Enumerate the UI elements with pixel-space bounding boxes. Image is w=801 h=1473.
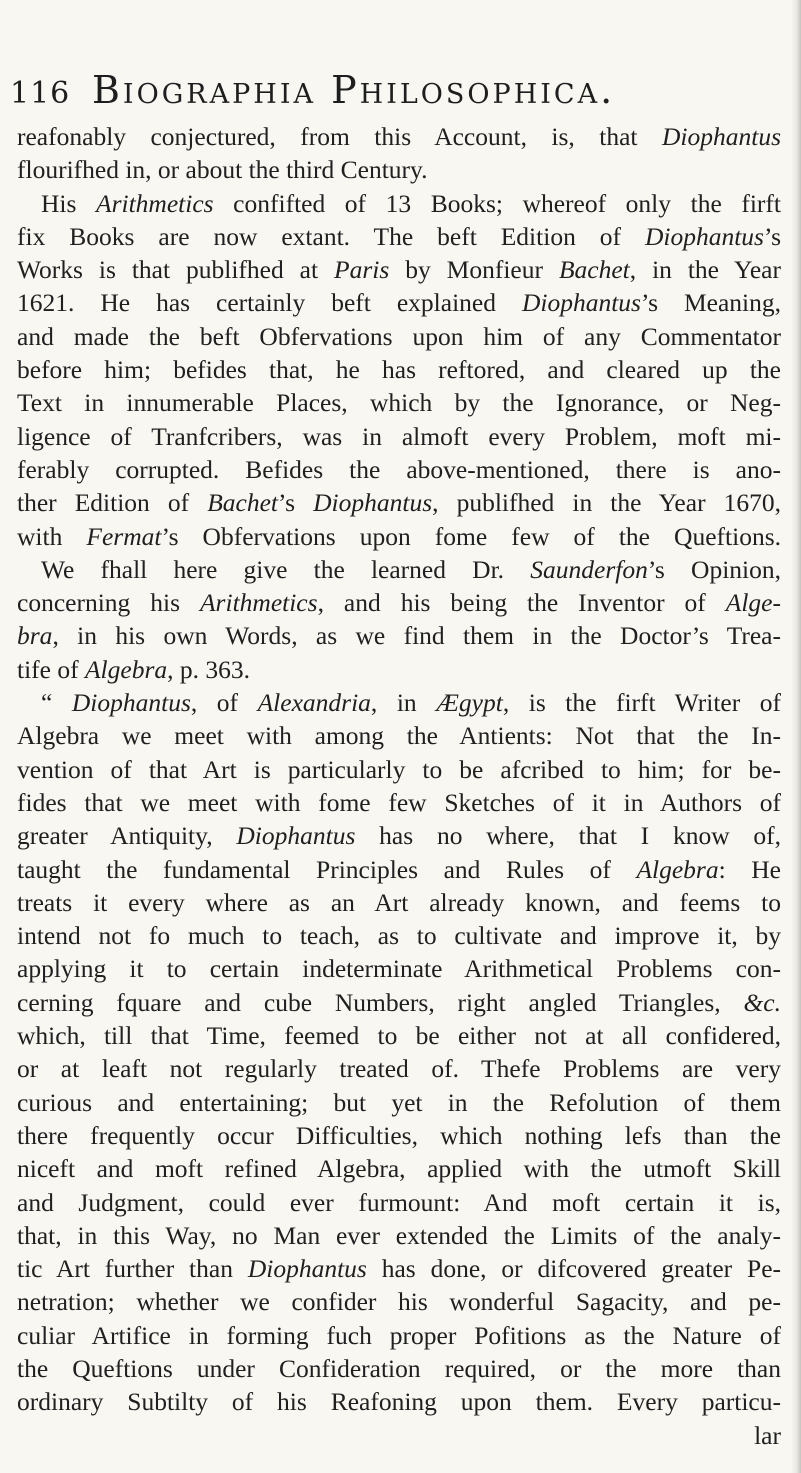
- text-run: , in the Year: [629, 255, 781, 285]
- text-run: the Queftions under Confideration required, or the more than: [17, 1353, 781, 1383]
- text-line: [17, 753, 781, 786]
- text-line: [17, 1152, 781, 1185]
- text-run: has no where, that I know of,: [355, 821, 781, 851]
- text-run: ligence of Tranfcribers, was in almoft every Problem, moft mi-: [17, 421, 781, 451]
- text-line: [17, 619, 781, 652]
- text-line: [17, 719, 781, 752]
- text-line: [17, 386, 781, 419]
- italic-run: Diophantus: [71, 688, 191, 718]
- text-line: [17, 1052, 781, 1085]
- text-run: Algebra we meet with among the Antients: Not that the In-: [17, 721, 781, 751]
- text-run: by Monfieur: [389, 255, 559, 285]
- text-run: reafonably conjectured, from this Account, is, that: [17, 122, 662, 151]
- italic-run: Diophantus: [521, 288, 641, 318]
- text-run: that, in this Way, no Man ever extended the Limits of the analy-: [17, 1220, 781, 1250]
- text-run: , in his own Words, as we find them in the Doctor’s Trea-: [52, 621, 781, 651]
- italic-run: Algebra: [84, 654, 168, 684]
- text-run: ordinary Subtilty of his Reafoning upon them. Every particu-: [17, 1387, 781, 1417]
- italic-run: Arithmetics: [199, 588, 318, 618]
- italic-run: Diophantus: [247, 1254, 367, 1284]
- text-line: [17, 686, 781, 719]
- text-run: ’s Opinion,: [647, 554, 782, 584]
- text-run: 1621. He has certainly beft explained: [17, 288, 522, 318]
- text-line: [17, 886, 781, 919]
- text-line: [17, 520, 781, 553]
- text-run: , in: [370, 688, 437, 718]
- italic-run: Bachet: [207, 488, 279, 518]
- text-run: , p. 363.: [167, 654, 251, 684]
- text-run: before him; befides that, he has reftored, and cleared up the: [17, 355, 781, 385]
- text-line: [17, 919, 781, 952]
- text-run: niceft and moft refined Algebra, applied with the utmoft Skill: [17, 1154, 781, 1184]
- italic-run: Alge-: [725, 588, 781, 618]
- text-run: ’s Meaning,: [640, 288, 781, 318]
- text-line: [17, 952, 781, 985]
- text-line: [17, 853, 781, 886]
- text-line: [17, 1385, 781, 1418]
- text-line: [17, 586, 781, 619]
- text-run: which, till that Time, feemed to be either not at all confidered,: [17, 1021, 781, 1051]
- text-line: [17, 1352, 781, 1385]
- text-line: [17, 986, 781, 1019]
- text-line: [17, 320, 781, 353]
- text-line: [17, 220, 781, 253]
- text-run: tife of: [17, 654, 85, 684]
- text-line: [17, 1086, 781, 1119]
- text-run: treats it every where as an Art already known, and feems to: [17, 887, 781, 917]
- text-line: [17, 353, 781, 386]
- text-line: [17, 1319, 781, 1352]
- italic-run: Ægypt: [436, 688, 503, 718]
- text-run: culiar Artifice in forming fuch proper Pofitions as the Nature of: [17, 1320, 781, 1350]
- text-run: , and his being the Inventor of: [317, 588, 726, 618]
- text-run: has done, or difcovered greater Pe-: [366, 1254, 782, 1284]
- text-line: [17, 187, 781, 220]
- text-line: [17, 1285, 781, 1318]
- text-run: there frequently occur Difficulties, which nothing lefs than the: [17, 1120, 781, 1150]
- text-run: fides that we meet with fome few Sketches of it in Authors of: [17, 787, 781, 817]
- text-run: ther Edition of: [17, 488, 208, 518]
- text-run: vention of that Art is particularly to be afcribed to him; for be-: [17, 754, 781, 784]
- text-run: or at leaft not regularly treated of. Thefe Problems are very: [17, 1054, 781, 1084]
- text-run: and made the beft Obfervations upon him of any Commentator: [17, 321, 781, 351]
- text-line: [17, 786, 781, 819]
- text-line: [17, 1186, 781, 1219]
- text-line: [17, 153, 781, 186]
- text-line: [17, 1219, 781, 1252]
- text-run: We fhall here give the learned Dr.: [41, 554, 531, 584]
- italic-run: &c.: [743, 987, 781, 1017]
- italic-run: Diophantus: [236, 821, 356, 851]
- page-title: Biographia Philosophica.: [92, 68, 616, 112]
- text-run: , of: [190, 688, 258, 718]
- text-run: “: [41, 688, 72, 718]
- italic-run: Diophantus: [313, 488, 433, 518]
- text-run: greater Antiquity,: [17, 821, 237, 851]
- text-run: ’s: [278, 488, 314, 518]
- italic-run: Algebra: [636, 854, 719, 884]
- text-run: : He: [718, 854, 781, 884]
- text-line: [17, 120, 781, 153]
- text-run: cerning fquare and cube Numbers, right angled Triangles,: [17, 987, 744, 1017]
- text-line: [17, 1419, 781, 1452]
- text-line: [17, 819, 781, 852]
- text-line: [17, 453, 781, 486]
- text-run: Text in innumerable Places, which by the Ignorance, or Neg-: [17, 388, 781, 418]
- text-run: concerning his: [17, 588, 200, 618]
- italic-run: Alexandria: [257, 688, 371, 718]
- page-edge-shadow: [791, 0, 801, 1473]
- italic-run: Bachet: [558, 255, 630, 285]
- italic-run: bra: [17, 621, 53, 651]
- text-line: [17, 486, 781, 519]
- text-run: Works is that publifhed at: [17, 255, 335, 285]
- text-run: curious and entertaining; but yet in the Refolution of them: [17, 1087, 781, 1117]
- text-run: , publifhed in the Year 1670,: [432, 488, 782, 518]
- text-line: [17, 420, 781, 453]
- text-run: tic Art further than: [17, 1254, 248, 1284]
- text-line: [17, 653, 781, 686]
- text-run: , is the firft Writer of: [502, 688, 782, 718]
- italic-run: Saunderfon: [530, 554, 648, 584]
- italic-run: Diophantus: [661, 122, 781, 151]
- text-run: intend not fo much to teach, as to cultivate and improve it, by: [17, 921, 781, 951]
- text-line: [17, 286, 781, 319]
- text-run: confifted of 13 Books; whereof only the firft: [213, 188, 781, 218]
- text-run: applying it to certain indeterminate Arithmetical Problems con-: [17, 954, 781, 984]
- text-run: netration; whether we confider his wonderful Sagacity, and pe-: [17, 1287, 781, 1317]
- text-run: ferably corrupted. Befides the above-mentioned, there is ano-: [17, 454, 781, 484]
- text-line: [17, 253, 781, 286]
- text-run: taught the fundamental Principles and Rules of: [17, 854, 637, 884]
- text-line: [17, 553, 781, 586]
- text-run: ’s: [763, 221, 781, 251]
- text-run: flourifhed in, or about the third Century.: [17, 155, 428, 185]
- italic-run: Paris: [334, 255, 390, 285]
- text-line: [17, 1019, 781, 1052]
- text-run: and Judgment, could ever furmount: And moft certain it is,: [17, 1187, 781, 1217]
- text-line: [17, 1252, 781, 1285]
- text-run: lar: [754, 1420, 781, 1450]
- body-text: [17, 120, 781, 1452]
- text-run: fix Books are now extant. The beft Edition of: [17, 221, 645, 251]
- text-run: with: [17, 521, 87, 551]
- text-line: [17, 1119, 781, 1152]
- italic-run: Arithmetics: [96, 188, 214, 218]
- italic-run: Fermat: [86, 521, 162, 551]
- italic-run: Diophantus: [644, 221, 764, 251]
- running-head: [10, 62, 770, 112]
- text-run: His: [41, 188, 97, 218]
- text-run: ’s Obfervations upon fome few of the Queftions.: [161, 521, 782, 551]
- page-number: 116: [10, 76, 71, 111]
